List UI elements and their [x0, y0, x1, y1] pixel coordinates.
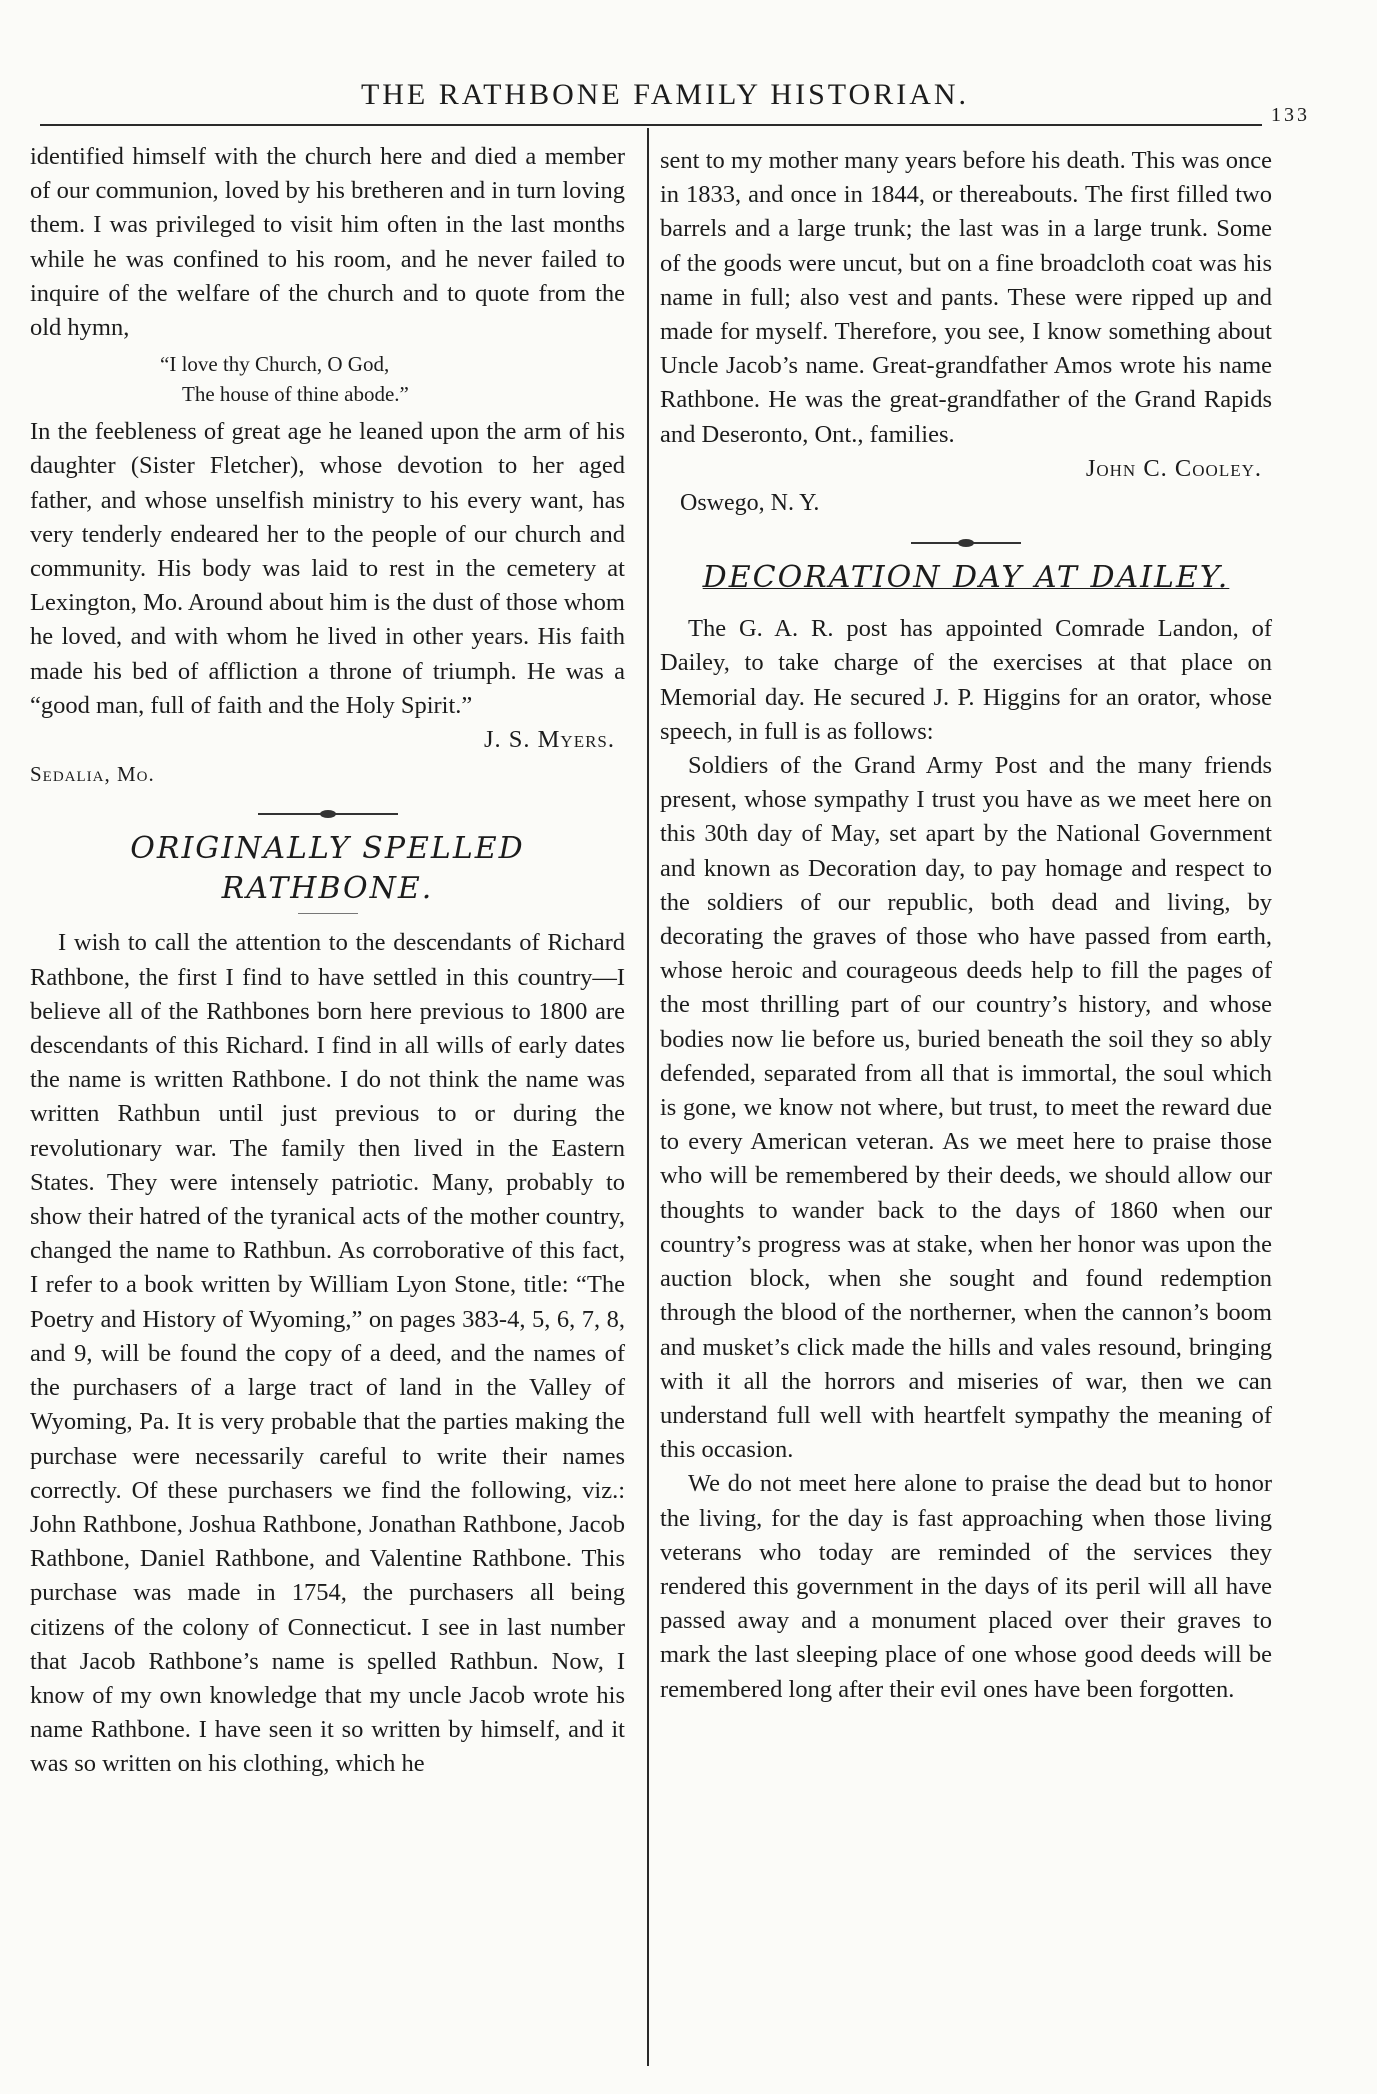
column-divider: [647, 128, 649, 2066]
signature: J. S. Myers.: [483, 726, 615, 754]
article-paragraph: The G. A. R. post has appointed Comrade Landon, of Dailey, to take charge of the exercises at that place on Memorial day. He secured J. P. Higgins for an orator, whose speech, in full is as follows:: [660, 615, 1272, 745]
running-title: THE RATHBONE FAMILY HISTORIAN.: [360, 78, 970, 111]
section-separator: [911, 542, 1021, 544]
continuation-paragraph: sent to my mother many years before his death. This was once in 1833, and once in 1844, or thereabouts. The first filled two barrels and a large trunk; the last was in a large trunk. Some of the goods were uncut, but on a fine broadcloth coat was his name in full; also vest and pants. These were ripped up and made for myself. Therefore, you see, I know something about Uncle Jacob’s name. Great-grandfather Amos wrote his name Rathbone. He was the great-grandfather of the Grand Rapids and Deseronto, Ont., families.: [660, 147, 1272, 448]
signature: John C. Cooley.: [1085, 454, 1262, 482]
hymn-line: The house of thine abode.”: [182, 382, 409, 407]
hymn-quote: [30, 349, 625, 409]
obituary-paragraph: In the feebleness of great age he leaned upon the arm of his daughter (Sister Fletcher), whose devotion to her aged father, and whose unselfish ministry to his every want, has very tenderly endeared her to the people of our church and community. His body was laid to rest in the cemetery at Lexington, Mo. Around about him is the dust of those whom he loved, and with whom he lived in other years. His faith made his bed of affliction a throne of triumph. He was a “good man, full of faith and the Holy Spirit.”: [30, 418, 625, 719]
page-number: 133: [1271, 104, 1310, 126]
title-rule: [298, 913, 358, 914]
article-paragraph: Soldiers of the Grand Army Post and the many friends present, whose sympathy I trust you have as we meet here on this 30th day of May, set apart by the National Government and known as Decoration day, to pay homage and respect to the soldiers of our republic, both dead and living, by decorating the graves of those who have passed from earth, whose heroic and courageous deeds help to fill the pages of the most thrilling part of our country’s history, and whose bodies now lie before us, buried beneath the soil they so ably defended, separated from all that is immortal, the soul which is gone, we know not where, but trust, to meet the reward due to every American veteran. As we meet here to praise those who will be remembered by their deeds, we should allow our thoughts to wander back to the days of 1860 when our country’s progress was at stake, when her honor was upon the auction block, when she sought and found redemption through the blood of the northerner, when the cannon’s boom and musket’s click made the hills and vales resound, bringing with it all the horrors and miseries of war, then we can understand full well with heartfelt sympathy the meaning of this occasion.: [660, 752, 1272, 1464]
section-separator: [258, 813, 398, 815]
article-paragraph: We do not meet here alone to praise the dead but to honor the living, for the day is fast approaching when those living veterans who today are reminded of the services they rendered this government in the days of its peril will all have passed away and a monument placed over their graves to mark the last sleeping place of one whose good deeds will be remembered long after their evil ones have been forgotten.: [660, 1470, 1272, 1703]
obituary-paragraph: identified himself with the church here and died a member of our communion, loved by his bretheren and in turn loving them. I was privileged to visit him often in the last months while he was confined to his room, and he never failed to inquire of the welfare of the church and to quote from the old hymn,: [30, 143, 625, 342]
page-header: [40, 78, 1310, 126]
article-title: DECORATION DAY AT DAILEY.: [702, 560, 1230, 596]
article-body: I wish to call the attention to the descendants of Richard Rathbone, the first I find to have settled in this country—I believe all of the Rathbones born here previous to 1800 are descendants of this Richard. I find in all wills of early dates the name is written Rathbone. I do not think the name was written Rathbun until just previous to or during the revolutionary war. The family then lived in the Eastern States. They were intensely patriotic. Many, probably to show their hatred of the tyranical acts of the mother country, changed the name to Rathbun. As corroborative of this fact, I refer to a book written by William Lyon Stone, title: “The Poetry and History of Wyoming,” on pages 383-4, 5, 6, 7, 8, and 9, will be found the copy of a deed, and the names of the purchasers of a large tract of land in the Valley of Wyoming, Pa. It is very probable that the parties making the purchase were necessarily careful to write their names correctly. Of these purchasers we find the following, viz.: John Rathbone, Joshua Rathbone, Jonathan Rathbone, Jacob Rathbone, Daniel Rathbone, and Valentine Rathbone. This purchase was made in 1754, the purchasers all being citizens of the colony of Connecticut. I see in last number that Jacob Rathbone’s name is spelled Rathbun. Now, I know of my own knowledge that my uncle Jacob wrote his name Rathbone. I have seen it so written by himself, and it was so written on his clothing, which he: [30, 929, 625, 1778]
hymn-line: “I love thy Church, O God,: [160, 352, 390, 377]
left-column: [30, 140, 625, 1782]
article-title: ORIGINALLY SPELLED RATHBONE.: [130, 831, 525, 907]
place-line: Oswego, N. Y.: [680, 490, 820, 517]
place-line: Sedalia, Mo.: [30, 762, 155, 787]
header-rule: [40, 124, 1262, 126]
right-column: [660, 144, 1272, 1707]
